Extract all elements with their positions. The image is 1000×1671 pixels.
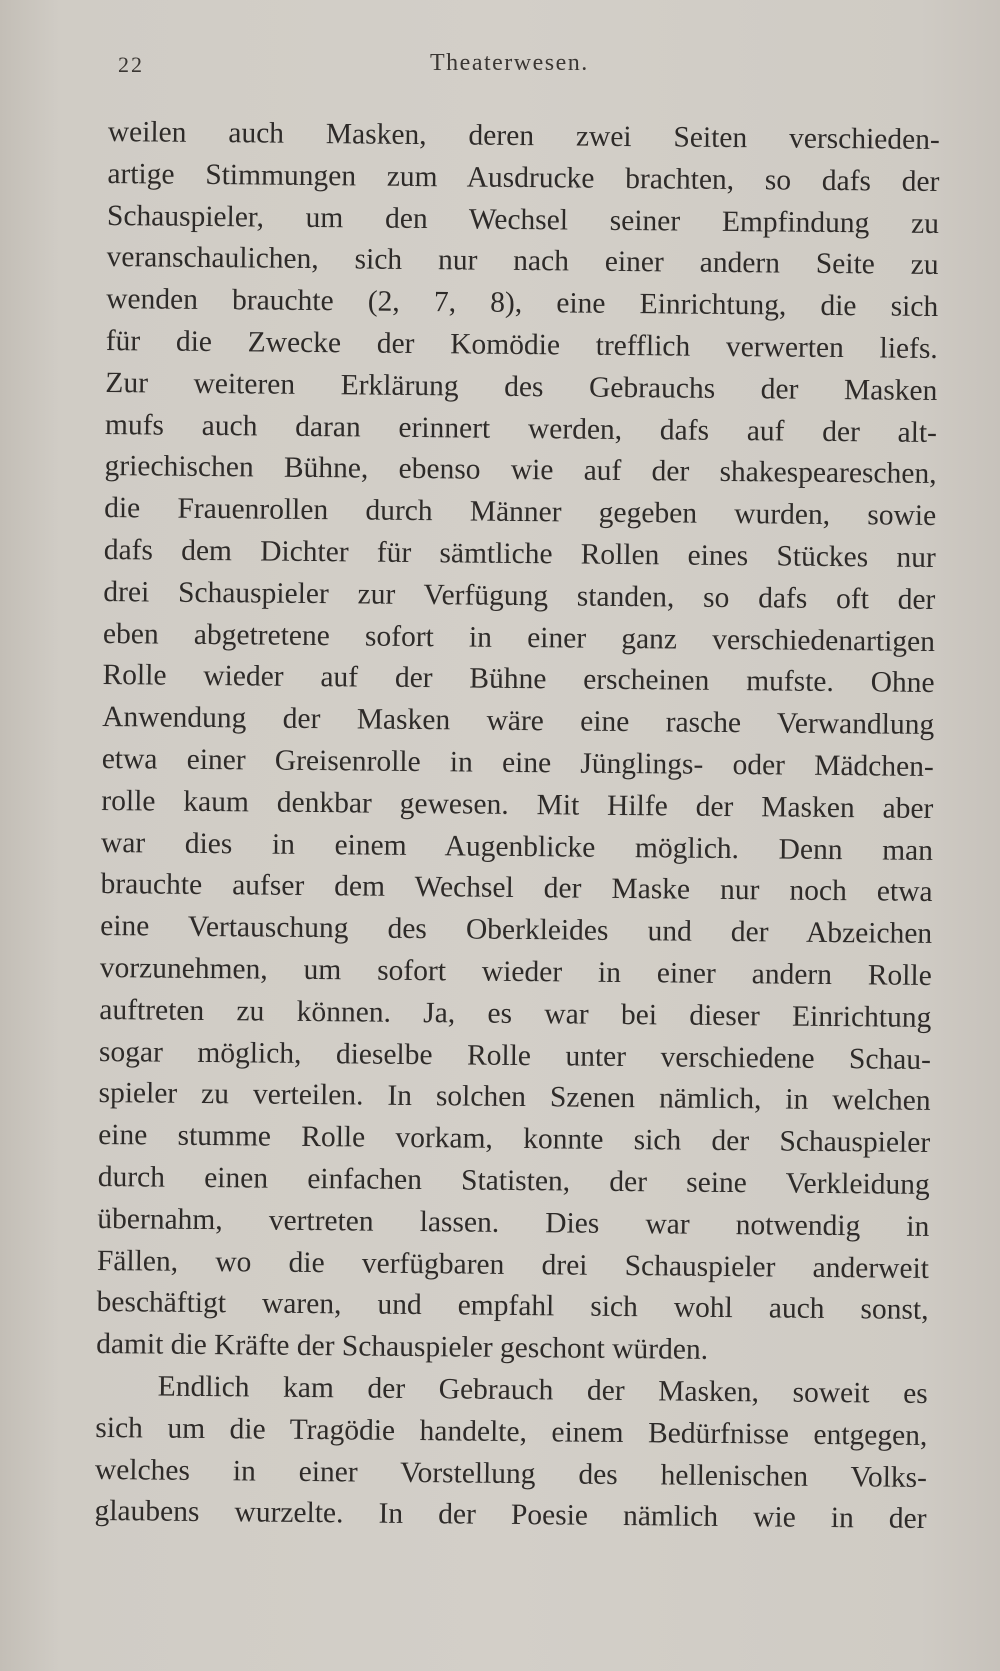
paragraph-first-line: Endlich kam der Gebrauch der Masken, soweit es: [157, 1370, 928, 1410]
running-head: Theaterwesen.: [430, 50, 589, 76]
text-line: glaubens wurzelte. In der Poesie nämlich wie in der: [94, 1495, 927, 1536]
text-line: etwa einer Greisenrolle in eine Jünglings- oder Mädchen-: [101, 742, 934, 783]
text-line: rolle kaum denkbar gewesen. Mit Hilfe der Masken aber: [101, 784, 934, 825]
page-number: 22: [118, 52, 144, 77]
text-line: artige Stimmungen zum Ausdrucke brachten, so dafs der: [107, 157, 940, 198]
text-line: brauchte aufser dem Wechsel der Maske nur noch etwa: [100, 868, 933, 909]
text-line: spieler zu verteilen. In solchen Szenen nämlich, in welchen: [98, 1077, 931, 1118]
text-line: sogar möglich, dieselbe Rolle unter verschiedene Schau-: [98, 1035, 932, 1076]
text-line: Rolle wieder auf der Bühne erscheinen mufste. Ohne: [102, 659, 935, 700]
text-line: dafs dem Dichter für sämtliche Rollen eines Stückes nur: [103, 533, 936, 574]
text-line: mufs auch daran erinnert werden, dafs auf der alt-: [104, 408, 938, 449]
text-line: damit die Kräfte der Schauspieler geschont würden.: [96, 1328, 709, 1366]
text-line: eine Vertauschung des Oberkleides und der Abzeichen: [100, 910, 933, 951]
text-line: Fällen, wo die verfügbaren drei Schauspieler anderweit: [96, 1244, 930, 1285]
text-line: war dies in einem Augenblicke möglich. Denn man: [100, 826, 934, 867]
text-line: veranschaulichen, sich nur nach einer andern Seite zu: [106, 241, 939, 282]
text-line: auftreten zu können. Ja, es war bei dieser Einrichtung: [99, 993, 932, 1034]
text-line: Schauspieler, um den Wechsel seiner Empfindung zu: [106, 199, 940, 240]
text-line: drei Schauspieler zur Verfügung standen, so dafs oft der: [103, 575, 936, 616]
text-line: wenden brauchte (2, 7, 8), eine Einrichtung, die sich: [106, 283, 939, 324]
body-text: [94, 112, 940, 1541]
text-line: die Frauenrollen durch Männer gegeben wurden, sowie: [104, 492, 937, 533]
text-line: beschäftigt waren, und empfahl sich wohl auch sonst,: [96, 1286, 929, 1327]
text-line: Zur weiteren Erklärung des Gebrauchs der Masken: [105, 366, 938, 407]
text-line: vorzunehmen, um sofort wieder in einer andern Rolle: [99, 951, 932, 992]
text-line: übernahm, vertreten lassen. Dies war notwendig in: [97, 1202, 930, 1243]
text-line: sich um die Tragödie handelte, einem Bedürfnisse entgegen,: [95, 1411, 928, 1452]
text-line: welches in einer Vorstellung des hellenischen Volks-: [94, 1453, 928, 1494]
text-line: eben abgetretene sofort in einer ganz verschiedenartigen: [102, 617, 936, 658]
text-line: eine stumme Rolle vorkam, konnte sich der Schauspieler: [98, 1119, 931, 1160]
text-line: griechischen Bühne, ebenso wie auf der shakespeareschen,: [104, 450, 937, 491]
text-line: durch einen einfachen Statisten, der seine Verkleidung: [97, 1160, 930, 1201]
text-line: für die Zwecke der Komödie trefflich verwerten liefs.: [105, 324, 938, 365]
text-line: weilen auch Masken, deren zwei Seiten verschieden-: [107, 115, 940, 156]
text-line: Anwendung der Masken wäre eine rasche Verwandlung: [102, 701, 935, 742]
